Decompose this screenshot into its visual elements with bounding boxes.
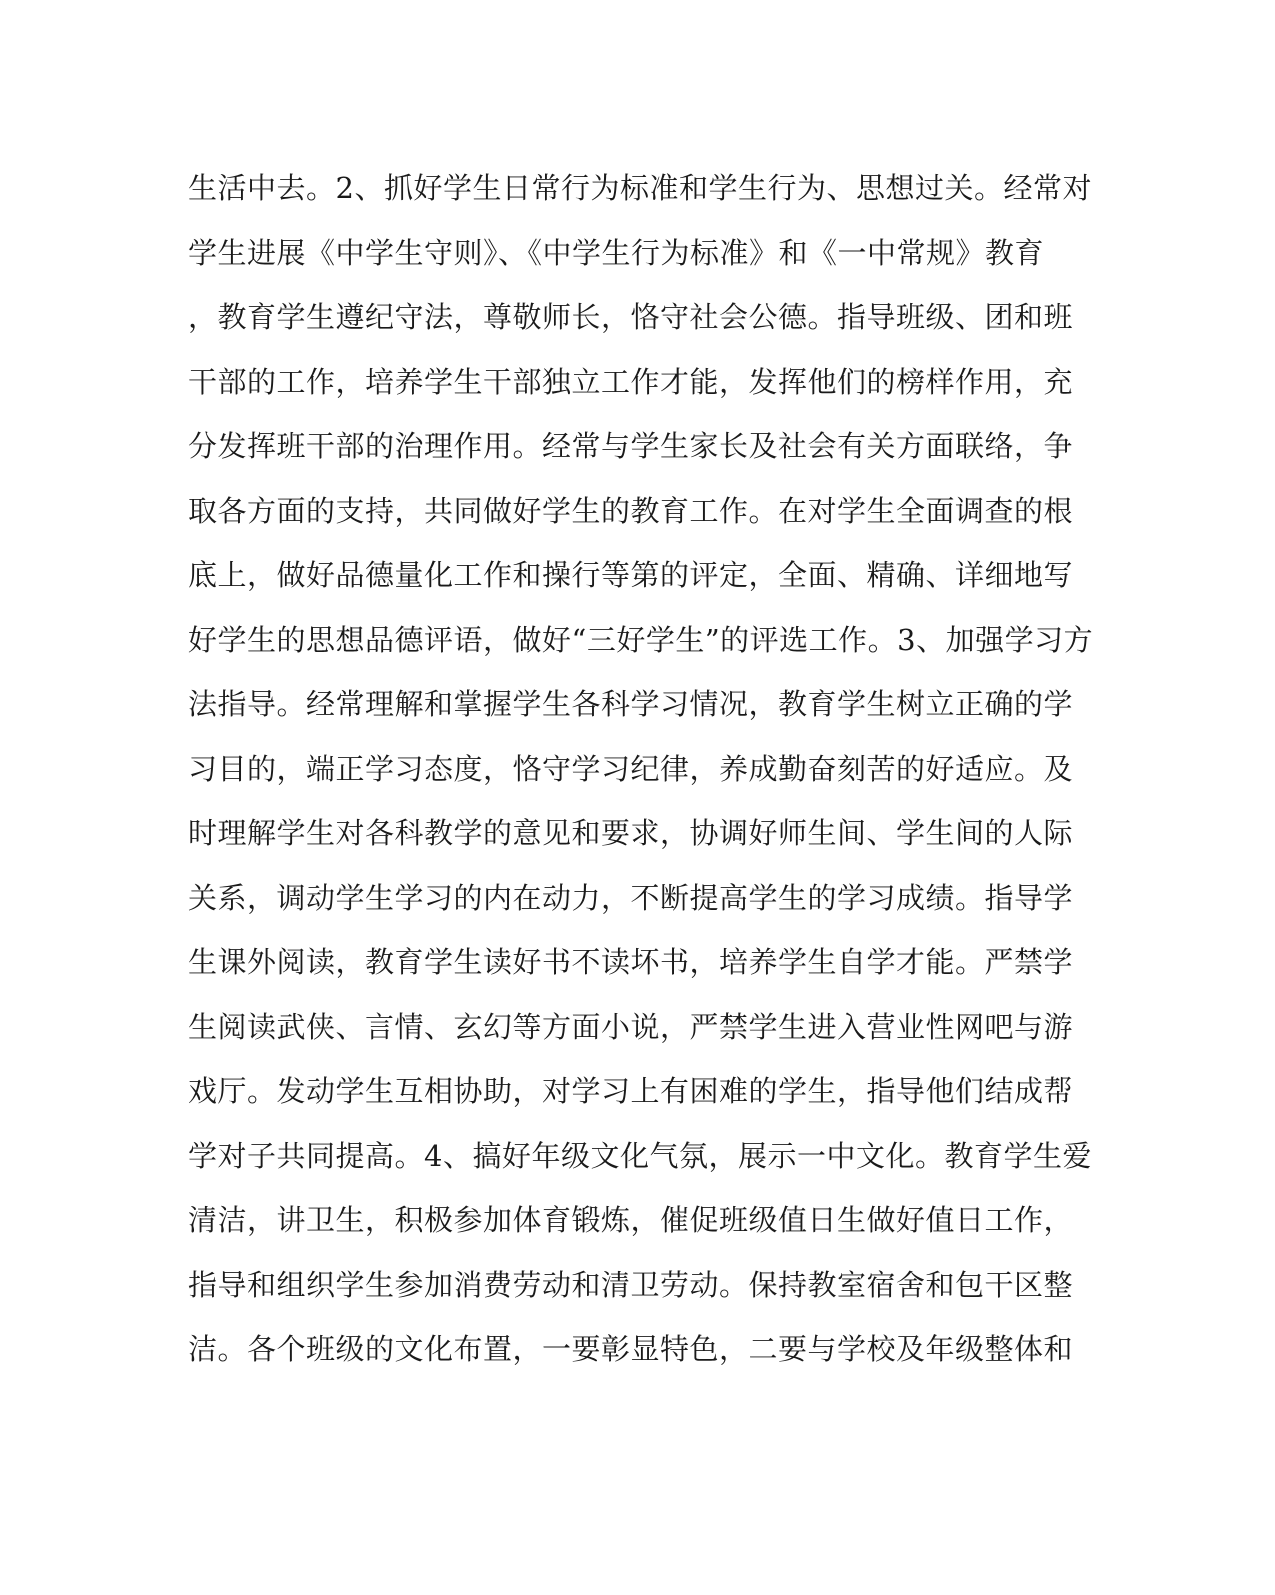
text-line: 生活中去。2、抓好学生日常行为标准和学生行为、思想过关。经常对 — [188, 171, 1092, 205]
text-line: 法指导。经常理解和掌握学生各科学习情况，教育学生树立正确的学 — [188, 687, 1074, 721]
text-line: 分发挥班干部的治理作用。经常与学生家长及社会有关方面联络，争 — [188, 429, 1074, 463]
text-line: 关系，调动学生学习的内在动力，不断提高学生的学习成绩。指导学 — [188, 880, 1074, 915]
text-line: ，教育学生遵纪守法，尊敬师长，恪守社会公德。指导班级、团和班 — [188, 300, 1074, 334]
text-line: 时理解学生对各科教学的意见和要求，协调好师生间、学生间的人际 — [188, 816, 1074, 850]
text-line: 底上，做好品德量化工作和操行等第的评定，全面、精确、详细地写 — [188, 558, 1074, 592]
text-line: 干部的工作，培养学生干部独立工作才能，发挥他们的榜样作用，充 — [188, 364, 1074, 399]
body-text — [188, 156, 1094, 1382]
text-line: 学对子共同提高。4、搞好年级文化气氛，展示一中文化。教育学生爱 — [188, 1138, 1092, 1173]
text-line: 洁。各个班级的文化布置，一要彰显特色，二要与学校及年级整体和 — [188, 1332, 1074, 1366]
text-line: 生课外阅读，教育学生读好书不读坏书，培养学生自学才能。严禁学 — [188, 945, 1074, 979]
text-line: 生阅读武侠、言情、玄幻等方面小说，严禁学生进入营业性网吧与游 — [188, 1009, 1074, 1044]
text-line: 取各方面的支持，共同做好学生的教育工作。在对学生全面调查的根 — [188, 493, 1074, 528]
text-line: 习目的，端正学习态度，恪守学习纪律，养成勤奋刻苦的好适应。及 — [188, 751, 1074, 786]
text-line: 戏厅。发动学生互相协助，对学习上有困难的学生，指导他们结成帮 — [188, 1074, 1074, 1108]
text-line: 清洁，讲卫生，积极参加体育锻炼，催促班级值日生做好值日工作， — [188, 1203, 1074, 1237]
text-line: 学生进展《中学生守则》、《中学生行为标准》和《一中常规》教育 — [188, 235, 1045, 270]
text-line: 好学生的思想品德评语，做好“三好学生”的评选工作。3、加强学习方 — [188, 622, 1094, 657]
text-line: 指导和组织学生参加消费劳动和清卫劳动。保持教室宿舍和包干区整 — [188, 1267, 1074, 1302]
